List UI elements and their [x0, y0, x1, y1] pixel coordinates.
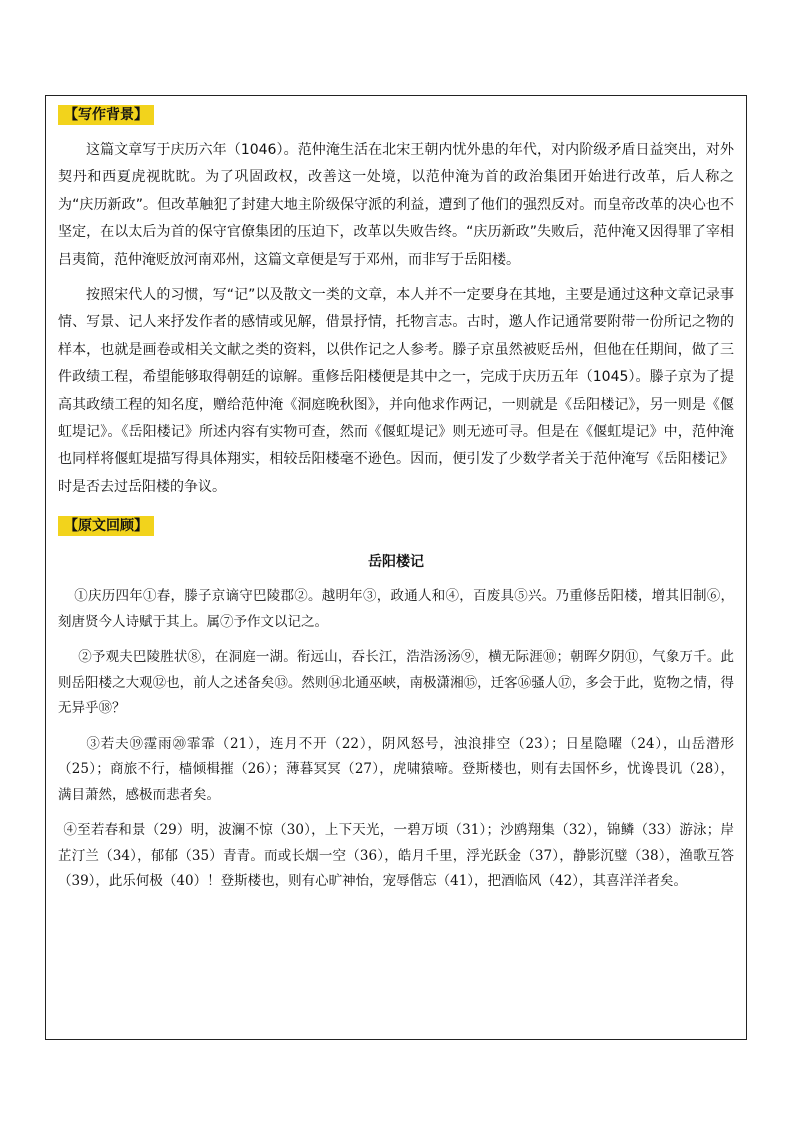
writing-background-label: 【写作背景】: [58, 105, 154, 125]
essay-paragraph-1: ①庆历四年①春，滕子京谪守巴陵郡②。越明年③，政通人和④，百废具⑤兴。乃重修岳阳楼，增其旧制⑥，刻唐贤今人诗赋于其上。属⑦予作文以记之。: [58, 588, 734, 630]
background-paragraph-2: 按照宋代人的习惯，写“记”以及散文一类的文章，本人并不一定要身在其地，主要是通过这种文章记录事情、写景、记人来抒发作者的感情或见解，借景抒情，托物言志。古时，邀人作记通常要附带一份所记之物的样本，也就是画卷或相关文献之类的资料，以供作记之人参考。滕子京虽然被贬岳州，但他在任期间，做了三件政绩工程，希望能够取得朝廷的谅解。重修岳阳楼便是其中之一，完成于庆历五年（1045）。滕子京为了提高其政绩工程的知名度，赠给范仲淹《洞庭晚秋图》，并向他求作两记，一则就是《岳阳楼记》，另一则是《偃虹堤记》。《岳阳楼记》所述内容有实物可查，然而《偃虹堤记》则无迹可寻。但是在《偃虹堤记》中，范仲淹也同样将偃虹堤描写得具体翔实，相较岳阳楼毫不逊色。因而，便引发了少数学者关于范仲淹写《岳阳楼记》时是否去过岳阳楼的争议。: [58, 287, 734, 495]
essay-paragraph-3: ③若夫⑲霪雨⑳霏霏（21），连月不开（22），阴风怒号，浊浪排空（23）；日星隐曜（24），山岳潜形（25）；商旅不行，樯倾楫摧（26）；薄暮冥冥（27），虎啸猿啼。登斯楼也，则有去国怀乡，忧谗畏讥（28），满目萧然，感极而悲者矣。: [58, 735, 734, 803]
document-body: [58, 104, 734, 895]
essay-title: 岳阳楼记: [368, 554, 424, 571]
section-background: [58, 104, 734, 501]
section-original-text: [58, 515, 734, 895]
document-frame: [45, 95, 747, 1040]
original-review-label: 【原文回顾】: [58, 516, 154, 536]
essay-paragraph-4: ④至若春和景（29）明，波澜不惊（30），上下天光，一碧万顷（31）；沙鸥翔集（32），锦鳞（33）游泳；岸芷汀兰（34），郁郁（35）青青。而或长烟一空（36），皓月千里，浮光跃金（37），静影沉璧（38），渔歌互答（39），此乐何极（40）！登斯楼也，则有心旷神怡，宠辱偕忘（41），把酒临风（42），其喜洋洋者矣。: [58, 822, 734, 890]
essay-paragraph-2: ②予观夫巴陵胜状⑧，在洞庭一湖。衔远山，吞长江，浩浩汤汤⑨，横无际涯⑩；朝晖夕阴⑪，气象万千。此则岳阳楼之大观⑫也，前人之述备矣⑬。然则⑭北通巫峡，南极潇湘⑮，迁客⑯骚人⑰，多会于此，览物之情，得无异乎⑱？: [58, 649, 734, 717]
background-paragraph-1: 这篇文章写于庆历六年（1046）。范仲淹生活在北宋王朝内忧外患的年代，对内阶级矛盾日益突出，对外契丹和西夏虎视眈眈。为了巩固政权，改善这一处境，以范仲淹为首的政治集团开始进行改革，后人称之为“庆历新政”。但改革触犯了封建大地主阶级保守派的利益，遭到了他们的强烈反对。而皇帝改革的决心也不坚定，在以太后为首的保守官僚集团的压迫下，改革以失败告终。“庆历新政”失败后，范仲淹又因得罪了宰相吕夷简，范仲淹贬放河南邓州，这篇文章便是写于邓州，而非写于岳阳楼。: [58, 142, 734, 268]
